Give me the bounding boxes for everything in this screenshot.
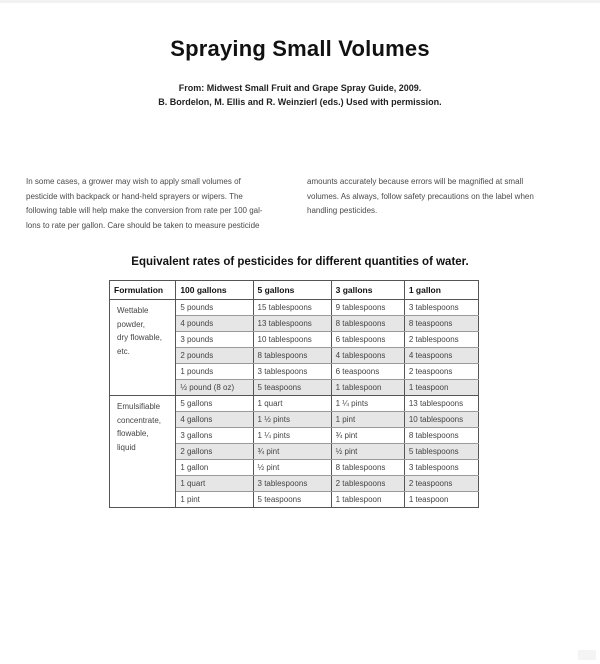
rate-5-gallons-cell: 10 tablespoons <box>253 332 331 348</box>
corner-mark <box>578 650 596 660</box>
rate-5-gallons-cell: 3 tablespoons <box>253 364 331 380</box>
intro-line: lons to rate per gallon. Care should be taken to measure pesticide <box>26 220 260 230</box>
formulation-line: dry flowable, <box>117 333 162 342</box>
formulation-line: powder, <box>117 319 146 329</box>
rate-3-gallons-cell: 1 pint <box>331 412 404 428</box>
rate-100-gallons-cell: 1 quart <box>176 476 253 492</box>
rate-3-gallons-cell: ¾ pint <box>331 428 404 444</box>
rate-3-gallons-cell: 8 tablespoons <box>331 316 404 332</box>
rate-5-gallons-cell: 5 teaspoons <box>253 380 331 396</box>
rate-1-gallon-cell: 2 teaspoons <box>404 364 478 380</box>
formulation-line: etc. <box>117 346 130 356</box>
header-100-gallons: 100 gallons <box>176 281 253 300</box>
intro-paragraph-right <box>307 175 577 219</box>
rate-5-gallons-cell: 1 ¼ pints <box>253 428 331 444</box>
rate-1-gallon-cell: 4 teaspoons <box>404 348 478 364</box>
pesticide-rates-table <box>109 280 479 508</box>
rate-5-gallons-cell: 15 tablespoons <box>253 300 331 316</box>
rate-1-gallon-cell: 2 tablespoons <box>404 332 478 348</box>
table-body <box>110 300 479 508</box>
intro-line: following table will help make the conversion from rate per 100 gal- <box>26 206 263 215</box>
formulation-line: Wettable <box>117 306 149 315</box>
header-1-gallon: 1 gallon <box>404 281 478 300</box>
rate-3-gallons-cell: 2 tablespoons <box>331 476 404 492</box>
rate-3-gallons-cell: 8 tablespoons <box>331 460 404 476</box>
rate-100-gallons-cell: 4 pounds <box>176 316 253 332</box>
rate-100-gallons-cell: 2 pounds <box>176 348 253 364</box>
top-edge-rule <box>0 0 600 3</box>
rate-3-gallons-cell: ½ pint <box>331 444 404 460</box>
rate-100-gallons-cell: 1 pounds <box>176 364 253 380</box>
rate-100-gallons-cell: 3 gallons <box>176 428 253 444</box>
rate-3-gallons-cell: 1 tablespoon <box>331 380 404 396</box>
rate-1-gallon-cell: 10 tablespoons <box>404 412 478 428</box>
rate-100-gallons-cell: 1 gallon <box>176 460 253 476</box>
rate-3-gallons-cell: 4 tablespoons <box>331 348 404 364</box>
formulation-line: Emulsifiable <box>117 402 161 411</box>
rate-100-gallons-cell: 5 pounds <box>176 300 253 316</box>
source-citation <box>0 81 600 109</box>
page-title: Spraying Small Volumes <box>170 36 430 61</box>
rate-5-gallons-cell: 3 tablespoons <box>253 476 331 492</box>
header-5-gallons: 5 gallons <box>253 281 331 300</box>
header-3-gallons: 3 gallons <box>331 281 404 300</box>
intro-paragraph-left <box>26 175 296 233</box>
rate-3-gallons-cell: 6 teaspoons <box>331 364 404 380</box>
rate-3-gallons-cell: 6 tablespoons <box>331 332 404 348</box>
rate-1-gallon-cell: 2 teaspoons <box>404 476 478 492</box>
rate-1-gallon-cell: 3 tablespoons <box>404 460 478 476</box>
rate-1-gallon-cell: 5 tablespoons <box>404 444 478 460</box>
rate-100-gallons-cell: ½ pound (8 oz) <box>176 380 253 396</box>
rate-1-gallon-cell: 1 teaspoon <box>404 492 478 508</box>
rate-5-gallons-cell: 8 tablespoons <box>253 348 331 364</box>
rate-3-gallons-cell: 1 tablespoon <box>331 492 404 508</box>
table-title: Equivalent rates of pesticides for different quantities of water. <box>131 256 469 268</box>
source-line-1: From: Midwest Small Fruit and Grape Spray Guide, 2009. <box>178 83 422 93</box>
rate-100-gallons-cell: 2 gallons <box>176 444 253 460</box>
rate-100-gallons-cell: 4 gallons <box>176 412 253 428</box>
rate-1-gallon-cell: 8 teaspoons <box>404 316 478 332</box>
table-header-row <box>110 281 479 300</box>
rate-5-gallons-cell: ½ pint <box>253 460 331 476</box>
rate-5-gallons-cell: 1 ½ pints <box>253 412 331 428</box>
intro-line: volumes. As always, follow safety precautions on the label when <box>307 191 534 201</box>
formulation-cell <box>110 396 176 508</box>
source-line-2: B. Bordelon, M. Ellis and R. Weinzierl (eds.) Used with permission. <box>158 97 442 107</box>
rate-100-gallons-cell: 3 pounds <box>176 332 253 348</box>
intro-line: In some cases, a grower may wish to apply small volumes of <box>26 177 241 186</box>
rate-3-gallons-cell: 9 tablespoons <box>331 300 404 316</box>
intro-line: amounts accurately because errors will be magnified at small <box>307 177 524 186</box>
rate-5-gallons-cell: 1 quart <box>253 396 331 412</box>
formulation-line: concentrate, <box>117 415 162 425</box>
rate-5-gallons-cell: 13 tablespoons <box>253 316 331 332</box>
rate-100-gallons-cell: 5 gallons <box>176 396 253 412</box>
intro-line: pesticide with backpack or hand-held sprayers or wipers. The <box>26 191 243 201</box>
rate-3-gallons-cell: 1 ¼ pints <box>331 396 404 412</box>
formulation-cell <box>110 300 176 396</box>
rate-1-gallon-cell: 1 teaspoon <box>404 380 478 396</box>
rate-1-gallon-cell: 3 tablespoons <box>404 300 478 316</box>
rate-1-gallon-cell: 13 tablespoons <box>404 396 478 412</box>
rate-100-gallons-cell: 1 pint <box>176 492 253 508</box>
rate-5-gallons-cell: 5 teaspoons <box>253 492 331 508</box>
rate-5-gallons-cell: ¾ pint <box>253 444 331 460</box>
rate-1-gallon-cell: 8 tablespoons <box>404 428 478 444</box>
intro-line: handling pesticides. <box>307 206 378 215</box>
table-row <box>110 300 479 316</box>
table-row <box>110 396 479 412</box>
formulation-line: flowable, <box>117 429 149 438</box>
formulation-line: liquid <box>117 442 136 452</box>
header-formulation: Formulation <box>110 281 176 300</box>
